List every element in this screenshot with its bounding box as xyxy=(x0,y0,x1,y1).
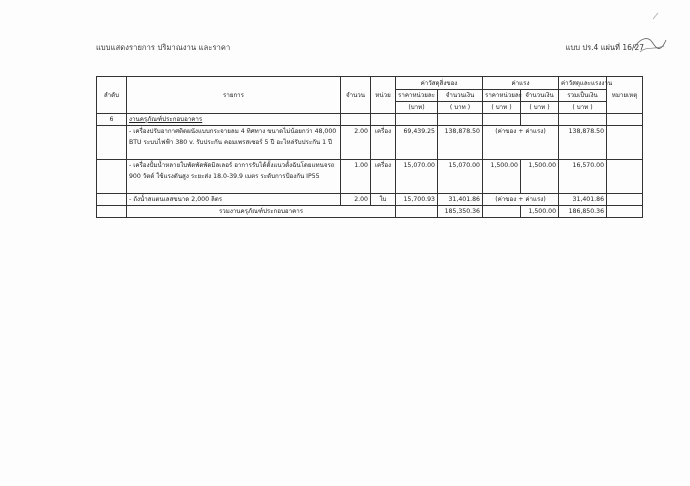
item-unit: ใบ xyxy=(371,194,396,206)
col-header-mat-amount: จำนวนเงิน xyxy=(438,90,483,102)
total-grand: 186,850.36 xyxy=(559,206,607,218)
section-seq: 6 xyxy=(97,114,127,126)
section-title: งานครุภัณฑ์ประกอบอาคาร xyxy=(127,114,341,126)
item-remark xyxy=(607,160,643,194)
total-labor-amount: 1,500.00 xyxy=(521,206,559,218)
item-mat-amount: 138,878.50 xyxy=(438,126,483,160)
col-header-labor-unit-price: ราคาหน่วยละ xyxy=(483,90,521,102)
item-mat-amount: 15,070.00 xyxy=(438,160,483,194)
col-header-mat-unit-baht: (บาท) xyxy=(396,102,438,114)
total-label: รวมงานครุภัณฑ์ประกอบอาคาร xyxy=(127,206,396,218)
total-row xyxy=(97,206,643,218)
col-header-labor-unit-baht: ( บาท ) xyxy=(483,102,521,114)
item-total: 138,878.50 xyxy=(559,126,607,160)
price-table-wrapper xyxy=(96,76,642,218)
item-description: - เครื่องปั้มน้ำหลายใบพัดพัดพัดมิลเลอร์ อาการรับได้ตั้งแนวตั้งฉันโดยแทนจรถ 900 วัตต์ ใช้แรงดันสูง ระยะส่ง 18.0-39.9 เมตร ระดับการป้องกัน IP55 xyxy=(127,160,341,194)
table-row xyxy=(97,160,643,194)
item-total: 31,401.86 xyxy=(559,194,607,206)
item-mat-unit-price: 69,439.25 xyxy=(396,126,438,160)
form-number: แบบ ปร.4 แผ่นที่ 16/27 xyxy=(565,43,644,52)
col-header-seq: ลำดับ xyxy=(97,77,127,114)
item-qty: 1.00 xyxy=(341,160,371,194)
price-table xyxy=(96,76,643,218)
item-description: - เครื่องปรับอากาศติดผนังแบบกระจายลม 4 ทิศทาง ขนาดไม่น้อยกว่า 48,000 BTU ระบบไฟฟ้า 380 v. รับประกัน คอมเพรสเซอร์ 5 ปี อะไหล่รับประกัน 1 ปี xyxy=(127,126,341,160)
col-header-labor: ค่าแรง xyxy=(483,77,559,90)
scan-mark-icon xyxy=(652,12,660,20)
col-header-remark: หมายเหตุ xyxy=(607,77,643,114)
item-labor-note: (ค่าของ + ค่าแรง) xyxy=(483,194,559,206)
table-row xyxy=(97,194,643,206)
col-header-labor-amount-baht: ( บาท ) xyxy=(521,102,559,114)
item-unit: เครื่อง xyxy=(371,126,396,160)
col-header-total-group: ค่าวัสดุและแรงงาน xyxy=(559,77,607,90)
item-unit: เครื่อง xyxy=(371,160,396,194)
col-header-total-baht: ( บาท ) xyxy=(559,102,607,114)
item-labor-unit-price: 1,500.00 xyxy=(483,160,521,194)
col-header-item: รายการ xyxy=(127,77,341,114)
item-qty: 2.00 xyxy=(341,126,371,160)
item-remark xyxy=(607,126,643,160)
item-remark xyxy=(607,194,643,206)
total-mat-amount: 185,350.36 xyxy=(438,206,483,218)
col-header-unit: หน่วย xyxy=(371,77,396,114)
item-labor-amount: 1,500.00 xyxy=(521,160,559,194)
col-header-labor-amount: จำนวนเงิน xyxy=(521,90,559,102)
col-header-material: ค่าวัสดุสิ่งของ xyxy=(396,77,483,90)
item-mat-unit-price: 15,070.00 xyxy=(396,160,438,194)
col-header-total-amount: รวมเป็นเงิน xyxy=(559,90,607,102)
item-labor-note: (ค่าของ + ค่าแรง) xyxy=(483,126,559,160)
col-header-mat-amount-baht: ( บาท ) xyxy=(438,102,483,114)
col-header-qty: จำนวน xyxy=(341,77,371,114)
handwritten-signature xyxy=(630,30,670,60)
item-total: 16,570.00 xyxy=(559,160,607,194)
table-row xyxy=(97,126,643,160)
item-mat-amount: 31,401.86 xyxy=(438,194,483,206)
item-qty: 2.00 xyxy=(341,194,371,206)
section-row xyxy=(97,114,643,126)
item-mat-unit-price: 15,700.93 xyxy=(396,194,438,206)
document-title: แบบแสดงรายการ ปริมาณงาน และราคา xyxy=(96,43,231,52)
item-description: - ถังน้ำสแตนเลสขนาด 2,000 ลิตร xyxy=(127,194,341,206)
col-header-mat-unit-price: ราคาหน่วยละ xyxy=(396,90,438,102)
